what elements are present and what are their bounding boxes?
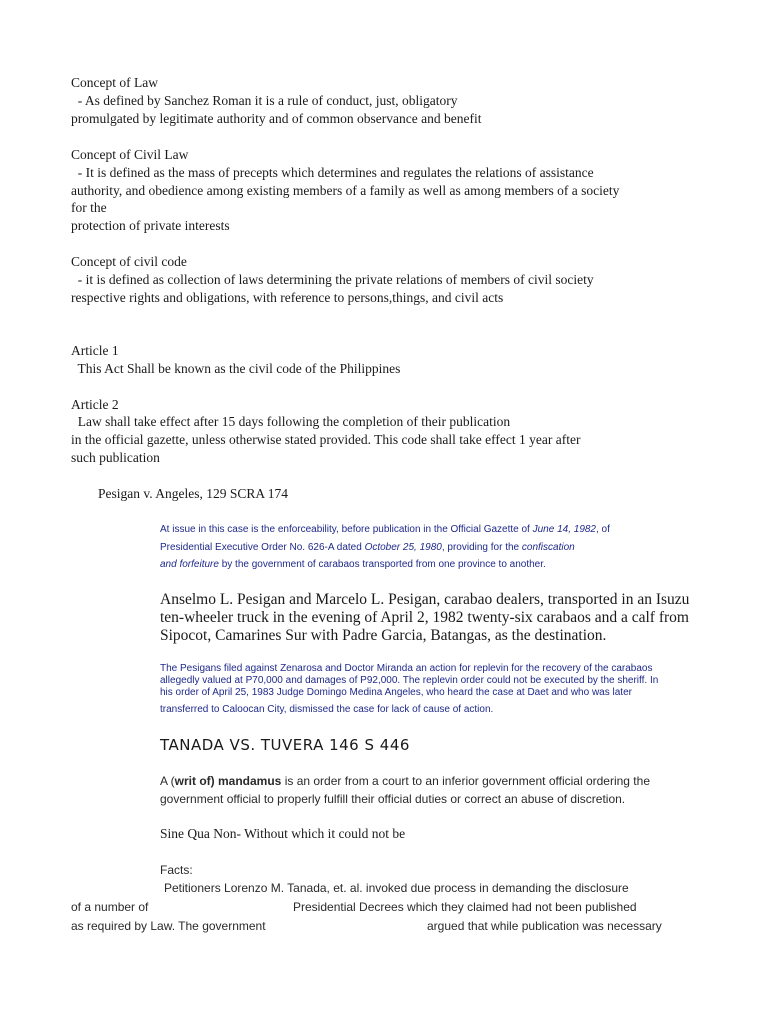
concept-of-civil-law-line: for the [71, 200, 107, 215]
tanada-heading: TANADA VS. TUVERA 146 S 446 [160, 736, 410, 754]
tanada-facts-line: as required by Law. The government [71, 919, 266, 933]
pesigan-issue-line: Presidential Executive Order No. 626-A dated October 25, 1980, providing for the confiscation [160, 542, 575, 553]
article-2-line: such publication [71, 450, 160, 465]
article-2-title: Article 2 [71, 397, 119, 412]
concept-of-law-title: Concept of Law [71, 75, 158, 90]
pesigan-replevin-line: The Pesigans filed against Zenarosa and Doctor Miranda an action for replevin for the recovery of the carabaos [160, 663, 653, 674]
pesigan-replevin-line: transferred to Caloocan City, dismissed the case for lack of cause of action. [160, 704, 494, 715]
tanada-facts-line: Presidential Decrees which they claimed had not been published [293, 900, 637, 914]
concept-of-civil-law-line: - It is defined as the mass of precepts which determines and regulates the relations of assistance [71, 165, 594, 180]
tanada-facts-line: of a number of [71, 900, 149, 914]
article-1-title: Article 1 [71, 343, 119, 358]
tanada-facts-line: argued that while publication was necessary [427, 919, 662, 933]
article-2-line: in the official gazette, unless otherwise stated provided. This code shall take effect 1 year after [71, 432, 581, 447]
pesigan-replevin-line: his order of April 25, 1983 Judge Domingo Medina Angeles, who heard the case at Daet and who was later [160, 687, 632, 698]
pesigan-issue-line: and forfeiture by the government of carabaos transported from one province to another. [160, 559, 546, 570]
mandamus-definition-line: government official to properly fulfill their official duties or correct an abuse of discretion. [160, 792, 626, 806]
pesigan-facts-line: Sipocot, Camarines Sur with Padre Garcia, Batangas, as the destination. [160, 627, 607, 644]
concept-of-civil-law-line: authority, and obedience among existing members of a family as well as among members of a society [71, 183, 620, 198]
pesigan-facts-line: Anselmo L. Pesigan and Marcelo L. Pesigan, carabao dealers, transported in an Isuzu [160, 591, 690, 608]
mandamus-definition-line: A (writ of) mandamus is an order from a court to an inferior government official ordering the [160, 774, 650, 788]
article-1-line: This Act Shall be known as the civil code of the Philippines [71, 361, 401, 376]
concept-of-civil-code-line: respective rights and obligations, with reference to persons,things, and civil acts [71, 290, 504, 305]
pesigan-replevin-line: allegedly valued at P70,000 and damages of P92,000. The replevin order could not be executed by the sheriff. In [160, 675, 659, 686]
tanada-facts-line: Petitioners Lorenzo M. Tanada, et. al. invoked due process in demanding the disclosure [164, 881, 629, 895]
sine-qua-non: Sine Qua Non- Without which it could not be [160, 826, 406, 841]
concept-of-civil-code-line: - it is defined as collection of laws determining the private relations of members of civil society [71, 272, 594, 287]
pesigan-issue-line: At issue in this case is the enforceability, before publication in the Official Gazette of June 14, 1982, of [160, 524, 610, 535]
concept-of-civil-law-title: Concept of Civil Law [71, 147, 189, 162]
facts-label: Facts: [160, 863, 193, 877]
pesigan-facts-line: ten-wheeler truck in the evening of April 2, 1982 twenty-six carabaos and a calf from [160, 609, 689, 626]
concept-of-civil-code-title: Concept of civil code [71, 254, 187, 269]
concept-of-law-line: - As defined by Sanchez Roman it is a rule of conduct, just, obligatory [71, 93, 458, 108]
concept-of-law-line: promulgated by legitimate authority and of common observance and benefit [71, 111, 482, 126]
pesigan-case-title: Pesigan v. Angeles, 129 SCRA 174 [98, 486, 289, 501]
article-2-line: Law shall take effect after 15 days following the completion of their publication [71, 414, 511, 429]
concept-of-civil-law-line: protection of private interests [71, 218, 230, 233]
